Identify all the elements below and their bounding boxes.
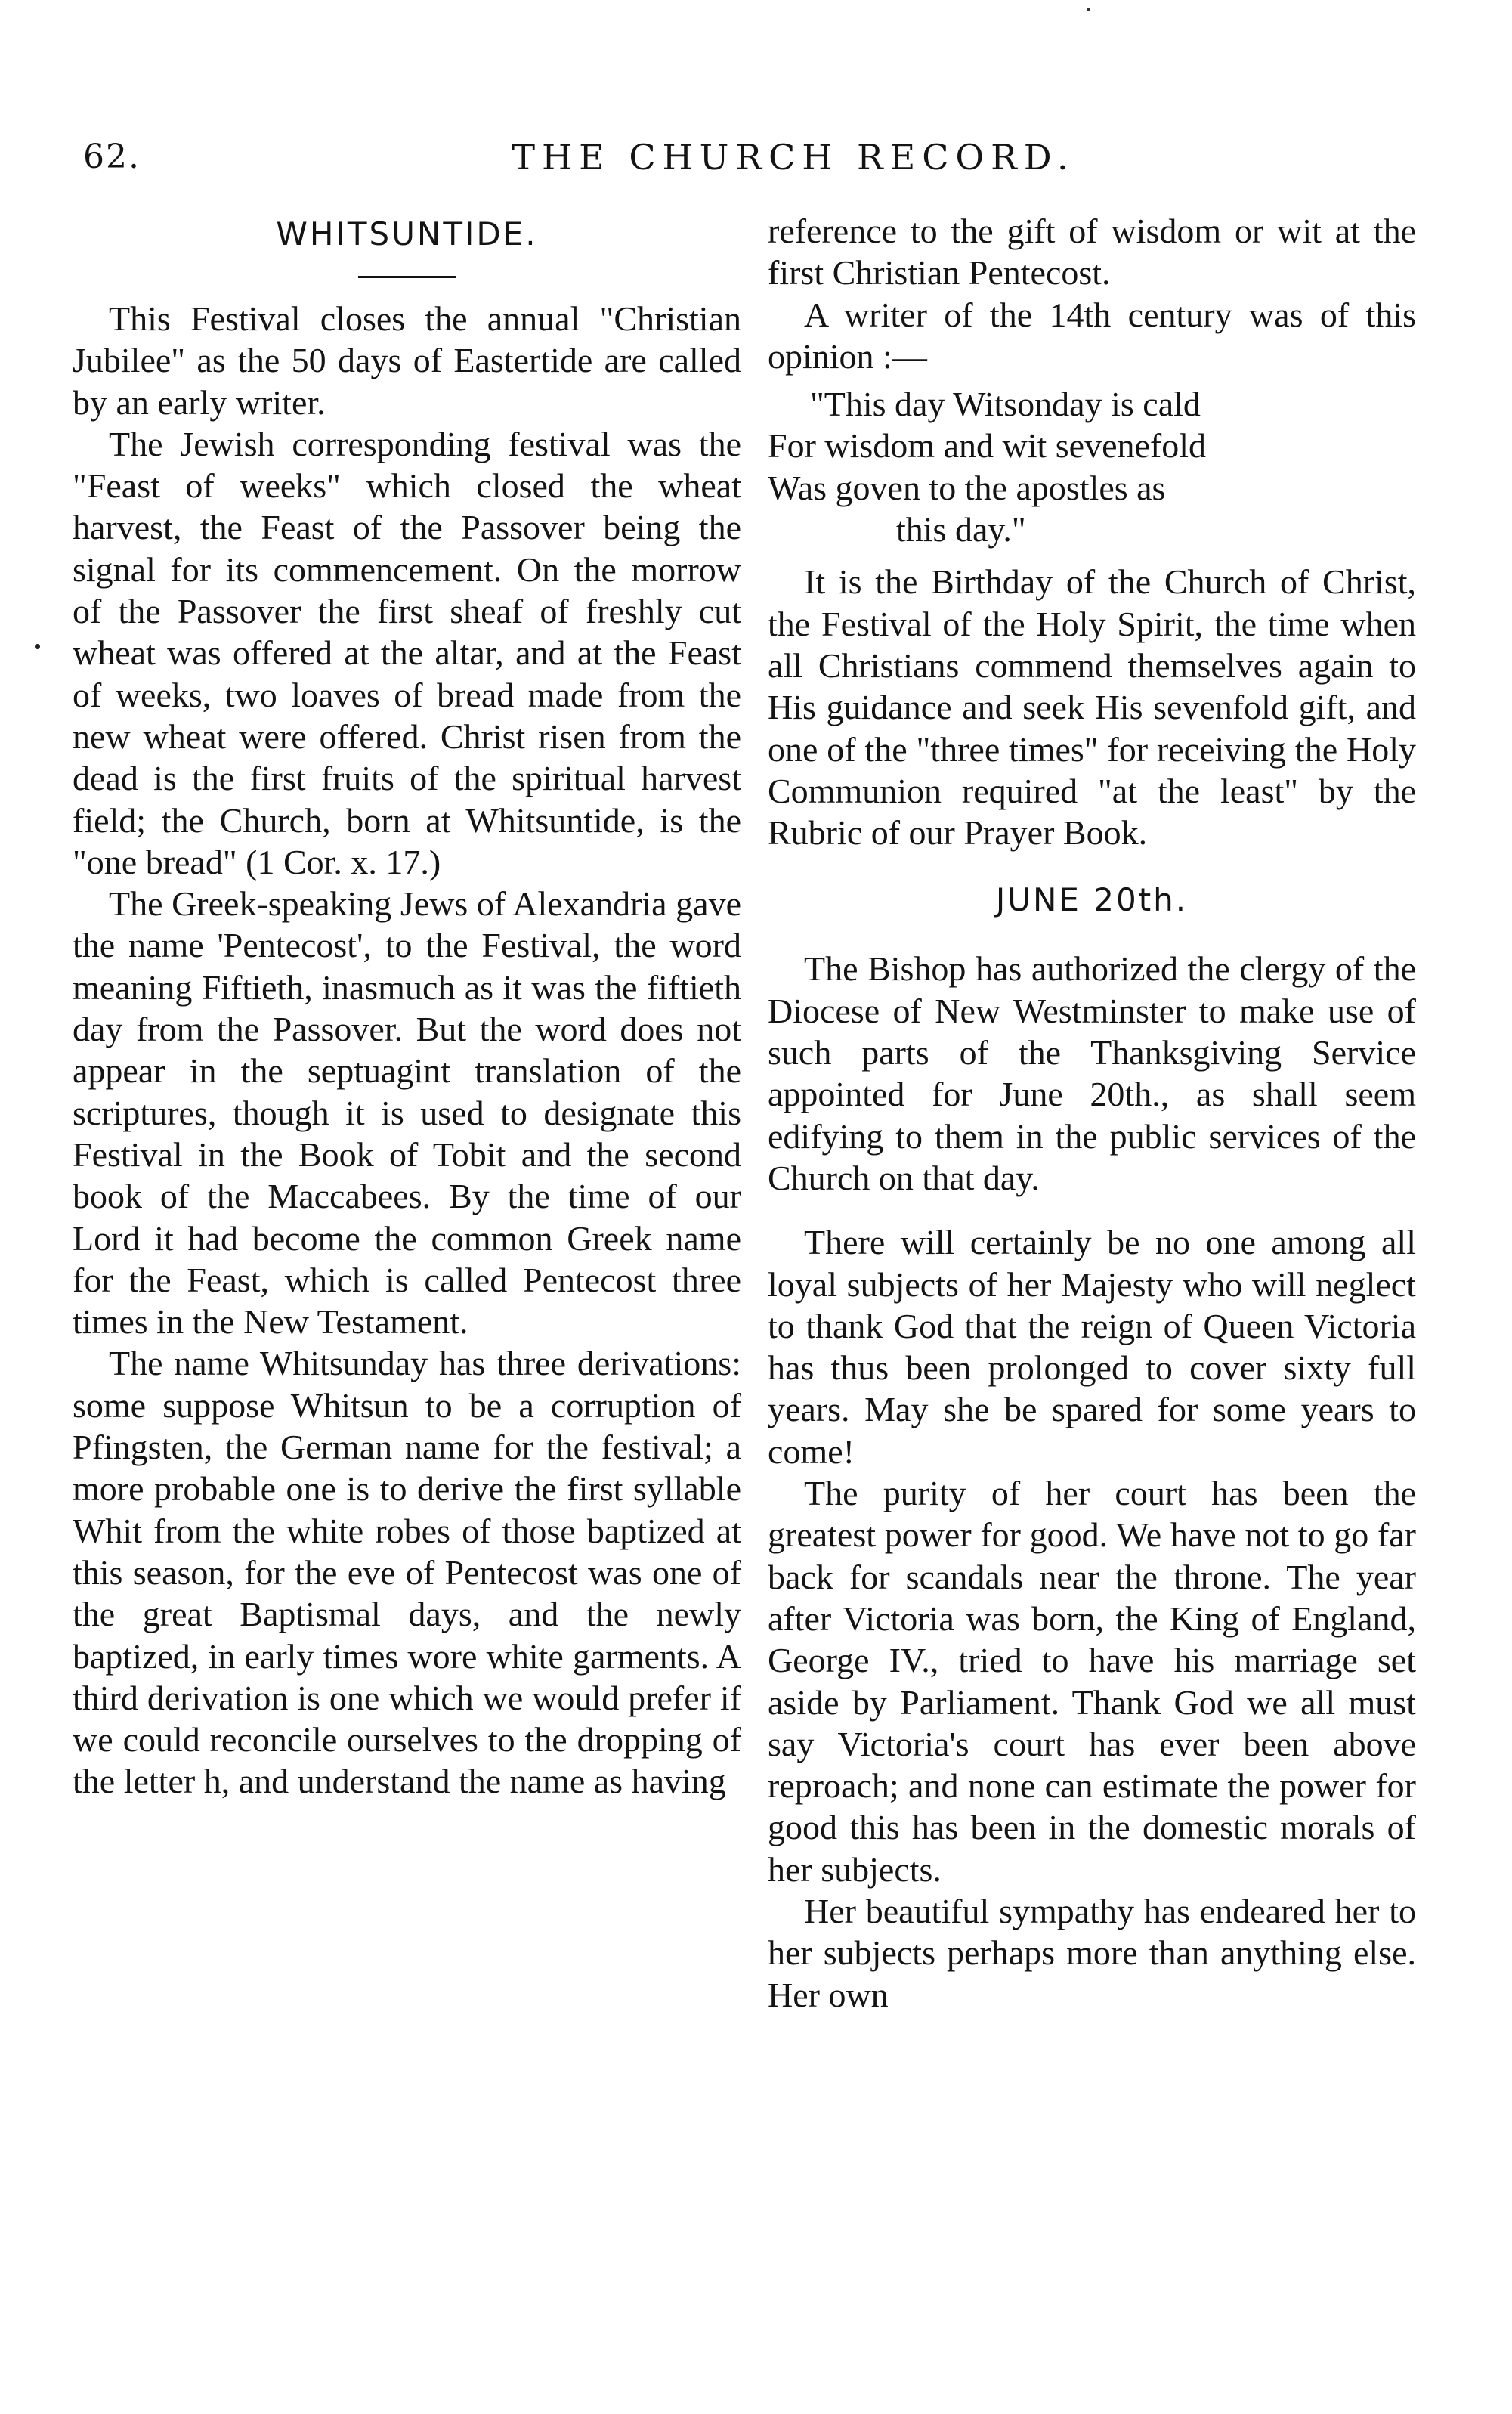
verse-quote: [768, 383, 1416, 550]
paragraph: The Jewish corresponding festival was the "Feast of weeks" which closed the wheat harvest, the Feast of the Passover being the signal for its commencement. On the morrow of the Passover the first sheaf of freshly cut wheat was offered at the altar, and at the Feast of weeks, two loaves of bread made from the new wheat were offered. Christ risen from the dead is the first fruits of the spiritual harvest field; the Church, born at Whitsuntide, is the "one bread" (1 Cor. x. 17.): [73, 424, 741, 881]
paragraph: This Festival closes the annual "Christian Jubilee" as the 50 days of Eastertide are called by an early writer.: [73, 299, 741, 422]
speck-mark: [1087, 8, 1090, 11]
paragraph: Her beautiful sympathy has endeared her to her subjects perhaps more than anything else. Her own: [768, 1891, 1416, 2014]
verse-line: Was goven to the apostles as: [768, 468, 1166, 507]
left-column: [73, 210, 741, 1803]
paragraph: It is the Birthday of the Church of Christ, the Festival of the Holy Spirit, the time when all Christians commend themselves again to His guidance and seek His sevenfold gift, and one of the "three times" for receiving the Holy Communion required "at the least" by the Rubric of our Prayer Book.: [768, 562, 1416, 853]
verse-line: For wisdom and wit sevenefold: [768, 426, 1207, 466]
page-header: [83, 135, 1413, 180]
margin-dot: [35, 644, 40, 649]
paragraph: The name Whitsunday has three derivations: some suppose Whitsun to be a corruption of Pfingsten, the German name for the festival; a more probable one is to derive the first syllable Whit from the white robes of those baptized at this season, for the eve of Pentecost was one of the great Baptismal days, and the newly baptized, in early times wore white garments. A third derivation is one which we would prefer if we could reconcile ourselves to the dropping of the letter h, and understand the name as having: [73, 1344, 741, 1801]
verse-line: this day.": [896, 510, 1026, 549]
right-column: [768, 210, 1416, 2016]
paragraph: A writer of the 14th century was of this opinion :—: [768, 295, 1416, 376]
paragraph: There will certainly be no one among all loyal subjects of her Majesty who will neglect to thank God that the reign of Queen Victoria has thus been prolonged to cover sixty full years. May she be spared for some years to come!: [768, 1223, 1416, 1471]
article-heading-whitsuntide: WHITSUNTIDE.: [276, 215, 538, 252]
paragraph: The purity of her court has been the greatest power for good. We have not to go far back for scandals near the throne. The year after Victoria was born, the King of England, George IV., tried to have his marriage set aside by Parliament. Thank God we all must say Victoria's court has ever been above reproach; and none can estimate the power for good this has been in the domestic morals of her subjects.: [768, 1474, 1416, 1889]
journal-title: THE CHURCH RECORD.: [512, 137, 1075, 178]
article-heading-june-20th: JUNE 20th.: [995, 881, 1189, 919]
paragraph: The Bishop has authorized the clergy of the Diocese of New Westminster to make use of such parts of the Thanksgiving Service appointed for June 20th., as shall seem edifying to them in the public services of the Church on that day.: [768, 949, 1416, 1197]
verse-line: "This day Witsonday is cald: [810, 385, 1201, 424]
heading-rule: [358, 276, 456, 278]
paragraph-continuation: reference to the gift of wisdom or wit at the first Christian Pentecost.: [768, 212, 1416, 292]
page-number: 62.: [83, 138, 141, 176]
paragraph: The Greek-speaking Jews of Alexandria gave the name 'Pentecost', to the Festival, the word meaning Fiftieth, inasmuch as it was the fiftieth day from the Passover. But the word does not appear in the septuagint translation of the scriptures, though it is used to designate this Festival in the Book of Tobit and the second book of the Maccabees. By the time of our Lord it had become the common Greek name for the Feast, which is called Pentecost three times in the New Testament.: [73, 884, 741, 1342]
